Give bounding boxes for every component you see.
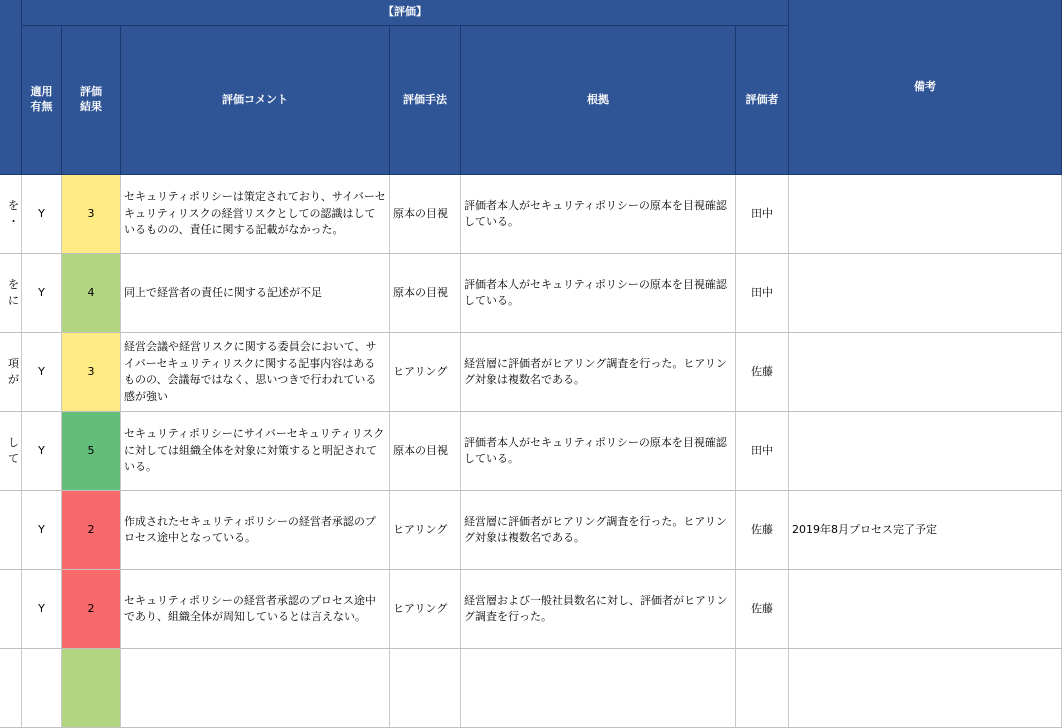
row-cut-text[interactable] xyxy=(0,491,22,570)
cell-note[interactable] xyxy=(789,254,1062,333)
cell-comment[interactable] xyxy=(121,649,390,728)
cell-basis[interactable]: 経営層および一般社員数名に対し、評価者がヒアリング調査を行った。 xyxy=(461,570,736,649)
cell-comment[interactable]: セキュリティポリシーにサイバーセキュリティリスクに対しては組織全体を対象に対策すると明記されている。 xyxy=(121,412,390,491)
cell-applicable[interactable]: Y xyxy=(22,570,62,649)
header-hyokasha: 評価者 xyxy=(736,26,789,175)
header-biko: 備考 xyxy=(789,0,1062,175)
cell-evaluator[interactable]: 佐藤 xyxy=(736,333,789,412)
cell-method[interactable]: ヒアリング xyxy=(390,570,461,649)
cell-note[interactable] xyxy=(789,412,1062,491)
cell-score[interactable]: 2 xyxy=(62,570,121,649)
row-cut-text[interactable]: を ・ xyxy=(0,175,22,254)
cell-note[interactable] xyxy=(789,333,1062,412)
cell-applicable[interactable]: Y xyxy=(22,491,62,570)
cell-note[interactable] xyxy=(789,649,1062,728)
cell-basis[interactable]: 評価者本人がセキュリティポリシーの原本を目視確認している。 xyxy=(461,175,736,254)
cell-evaluator[interactable]: 田中 xyxy=(736,175,789,254)
row-cut-text[interactable]: 項が xyxy=(0,333,22,412)
cell-applicable[interactable]: Y xyxy=(22,254,62,333)
cell-comment[interactable]: セキュリティポリシーの経営者承認のプロセス途中であり、組織全体が周知しているとは言えない。 xyxy=(121,570,390,649)
cell-evaluator[interactable] xyxy=(736,649,789,728)
header-shuhou: 評価手法 xyxy=(390,26,461,175)
cell-method[interactable]: ヒアリング xyxy=(390,491,461,570)
cell-evaluator[interactable]: 田中 xyxy=(736,254,789,333)
row-cut-text[interactable] xyxy=(0,570,22,649)
cell-score[interactable]: 5 xyxy=(62,412,121,491)
cell-comment[interactable]: 作成されたセキュリティポリシーの経営者承認のプロセス途中となっている。 xyxy=(121,491,390,570)
cell-method[interactable]: 原本の目視 xyxy=(390,412,461,491)
cell-applicable[interactable]: Y xyxy=(22,175,62,254)
header-group-title: 【評価】 xyxy=(22,0,789,26)
row-cut-text[interactable]: を に xyxy=(0,254,22,333)
cell-comment[interactable]: 経営会議や経営リスクに関する委員会において、サイバーセキュリティリスクに関する記事内容はあるものの、会議毎ではなく、思いつきで行われている感が強い xyxy=(121,333,390,412)
header-cut-left xyxy=(0,0,22,175)
cell-basis[interactable]: 評価者本人がセキュリティポリシーの原本を目視確認している。 xyxy=(461,412,736,491)
cell-method[interactable]: 原本の目視 xyxy=(390,175,461,254)
cell-score[interactable]: 3 xyxy=(62,333,121,412)
header-konkyo: 根拠 xyxy=(461,26,736,175)
row-cut-text[interactable]: して xyxy=(0,412,22,491)
cell-basis[interactable] xyxy=(461,649,736,728)
cell-comment[interactable]: セキュリティポリシーは策定されており、サイバーセキュリティリスクの経営リスクとしての認識はしているものの、責任に関する記載がなかった。 xyxy=(121,175,390,254)
cell-score[interactable]: 2 xyxy=(62,491,121,570)
cell-basis[interactable]: 評価者本人がセキュリティポリシーの原本を目視確認している。 xyxy=(461,254,736,333)
cell-applicable[interactable]: Y xyxy=(22,412,62,491)
cell-method[interactable]: 原本の目視 xyxy=(390,254,461,333)
cell-method[interactable]: ヒアリング xyxy=(390,333,461,412)
header-kekka: 評価 結果 xyxy=(62,26,121,175)
cell-method[interactable] xyxy=(390,649,461,728)
cell-score[interactable] xyxy=(62,649,121,728)
cell-applicable[interactable]: Y xyxy=(22,333,62,412)
row-cut-text[interactable] xyxy=(0,649,22,728)
cell-note[interactable] xyxy=(789,570,1062,649)
cell-evaluator[interactable]: 佐藤 xyxy=(736,570,789,649)
cell-basis[interactable]: 経営層に評価者がヒアリング調査を行った。ヒアリング対象は複数名である。 xyxy=(461,491,736,570)
header-tekiyo: 適用 有無 xyxy=(22,26,62,175)
cell-comment[interactable]: 同上で経営者の責任に関する記述が不足 xyxy=(121,254,390,333)
cell-evaluator[interactable]: 田中 xyxy=(736,412,789,491)
cell-applicable[interactable] xyxy=(22,649,62,728)
cell-note[interactable] xyxy=(789,175,1062,254)
cell-score[interactable]: 3 xyxy=(62,175,121,254)
cell-score[interactable]: 4 xyxy=(62,254,121,333)
header-comment: 評価コメント xyxy=(121,26,390,175)
cell-basis[interactable]: 経営層に評価者がヒアリング調査を行った。ヒアリング対象は複数名である。 xyxy=(461,333,736,412)
cell-note[interactable]: 2019年8月プロセス完了予定 xyxy=(789,491,1062,570)
cell-evaluator[interactable]: 佐藤 xyxy=(736,491,789,570)
